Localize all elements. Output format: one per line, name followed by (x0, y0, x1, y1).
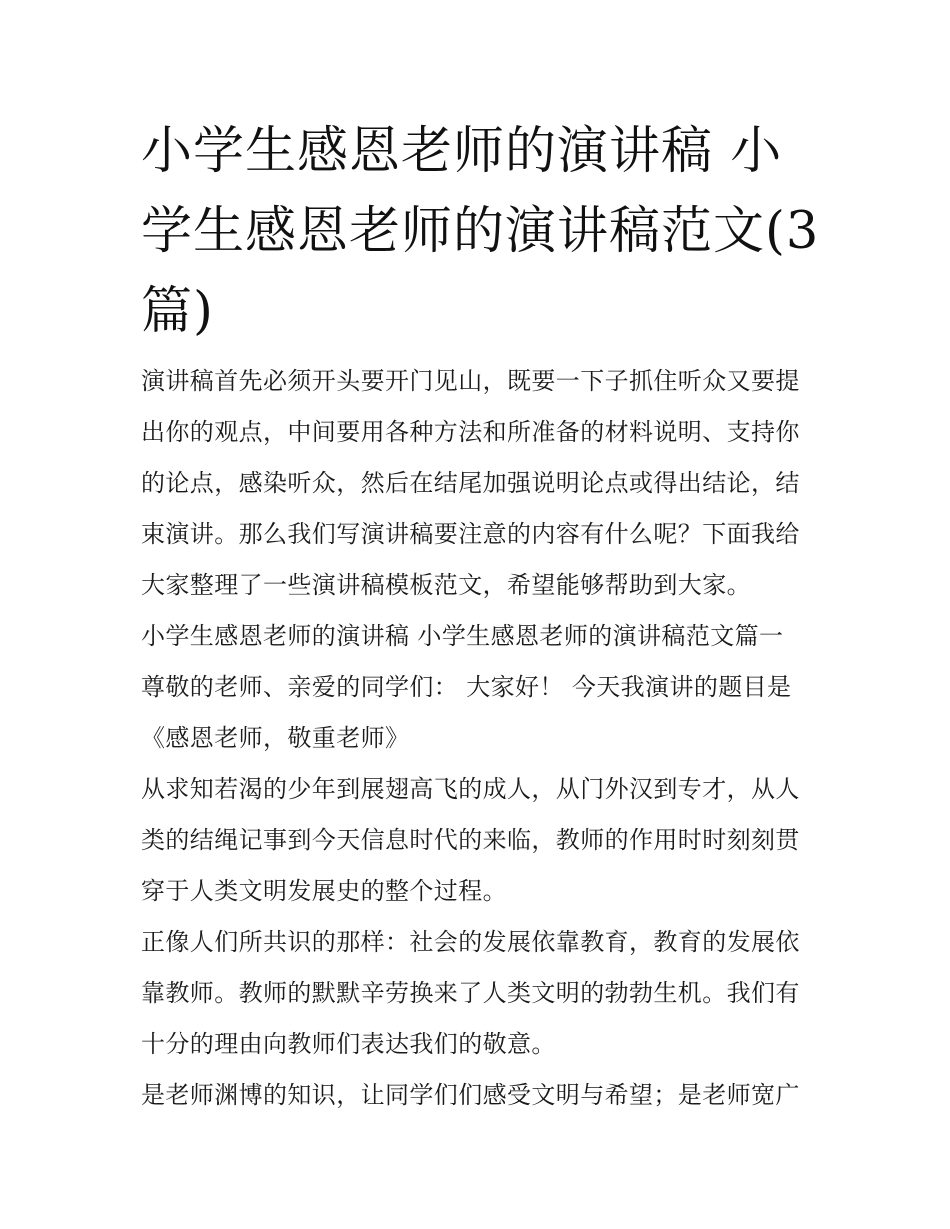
body-paragraph: 是老师渊博的知识，让同学们们感受文明与希望；是老师宽广 (141, 1081, 800, 1109)
section-heading: 小学生感恩老师的演讲稿 小学生感恩老师的演讲稿范文篇一 (141, 622, 784, 650)
document-title: 小学生感恩老师的演讲稿 小学生感恩老师的演讲稿范文(3篇) (141, 122, 820, 341)
body-paragraph: 从求知若渴的少年到展翅高飞的成人，从门外汉到专才，从人类的结绳记事到今天信息时代的来临，教师的作用时时刻刻贯穿于人类文明发展史的整个过程。 (141, 775, 800, 905)
body-paragraph: 正像人们所共识的那样：社会的发展依靠教育，教育的发展依靠教师。教师的默默辛劳换来了人类文明的勃勃生机。我们有十分的理由向教师们表达我们的敬意。 (141, 928, 800, 1058)
intro-paragraph: 演讲稿首先必须开头要开门见山，既要一下子抓住听众又要提出你的观点，中间要用各种方法和所准备的材料说明、支持你的论点，感染听众，然后在结尾加强说明论点或得出结论，结束演讲。那么我们写演讲稿要注意的内容有什么呢？下面我给大家整理了一些演讲稿模板范文，希望能够帮助到大家。 (141, 367, 800, 599)
greeting-paragraph: 尊敬的老师、亲爱的同学们： 大家好！ 今天我演讲的题目是《感恩老师，敬重老师》 (141, 673, 792, 752)
document-body (141, 356, 815, 1121)
